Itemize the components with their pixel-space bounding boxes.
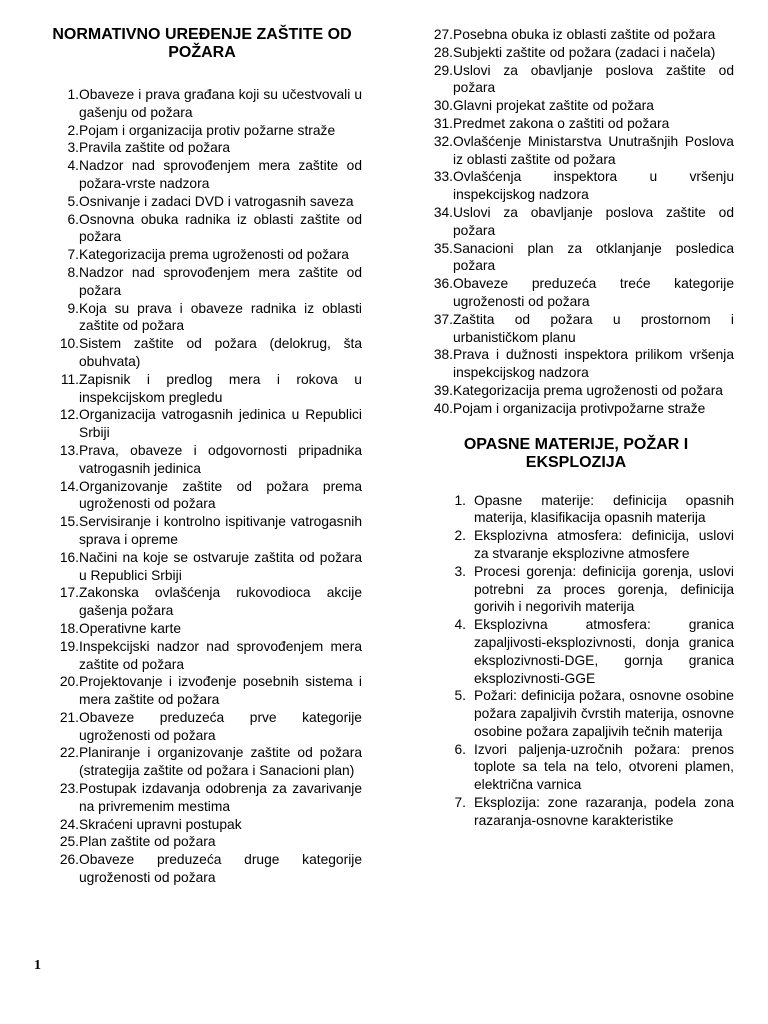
list-item	[418, 616, 734, 687]
list-item	[42, 335, 362, 371]
list-item-text: Opasne materije: definicija opasnih materija, klasifikacija opasnih materija	[474, 492, 734, 526]
list-item	[418, 492, 734, 528]
list-item-text: Eksplozija: zone razaranja, podela zona razaranja-osnovne karakteristike	[474, 795, 734, 828]
list-item-number: 29.	[433, 62, 453, 78]
list-item-number: 28.	[433, 44, 453, 60]
list-item-text: Pojam i organizacija protiv požarne straže	[79, 122, 336, 138]
list-item-text: Pojam i organizacija protivpožarne straže	[453, 400, 706, 416]
list-item	[42, 851, 362, 887]
list-item	[42, 709, 362, 745]
list-item-text: Procesi gorenja: definicija gorenja, uslovi potrebni za proces gorenja, definicija gorivih i negorivih materija	[474, 563, 734, 615]
list-item-number: 39.	[433, 382, 453, 398]
list-item-number: 4.	[454, 617, 466, 633]
list-item	[42, 638, 362, 674]
list-item	[42, 673, 362, 709]
list-item-text: Projektovanje i izvođenje posebnih sistema i mera zaštite od požara	[79, 674, 362, 708]
list-item-text: Uslovi za obavljanje poslova zaštite od požara	[453, 62, 734, 96]
list-item-text: Prava i dužnosti inspektora prilikom vršenja inspekcijskog nadzora	[453, 347, 734, 381]
list-item	[42, 780, 362, 816]
list-item-number: 37.	[433, 311, 453, 327]
list-item	[418, 240, 734, 276]
list-item-number: 25.	[59, 834, 79, 850]
list-item-number: 38.	[433, 347, 453, 363]
list-item-number: 26.	[59, 852, 79, 868]
list-item-text: Obaveze preduzeća treće kategorije ugroženosti od požara	[453, 276, 734, 309]
list-item-text: Osnivanje i zadaci DVD i vatrogasnih saveza	[79, 193, 354, 209]
list-item-number: 6.	[454, 741, 466, 757]
list-item	[42, 513, 362, 549]
list-item-text: Organizacija vatrogasnih jedinica u Republici Srbiji	[79, 407, 362, 441]
list-item-text: Sanacioni plan za otklanjanje posledica požara	[453, 240, 734, 274]
list-item-number: 14.	[59, 478, 79, 494]
list-item	[418, 204, 734, 240]
list-item	[42, 211, 362, 247]
list-item-text: Izvori paljenja-uzročnih požara: prenos toplote sa tela na telo, otvoreni plamen, električna varnica	[474, 741, 734, 793]
list-item-number: 40.	[433, 400, 453, 416]
list-item-text: Postupak izdavanja odobrenja za zavarivanje na privremenim mestima	[79, 781, 362, 814]
section-title-normativno: NORMATIVNO UREĐENJE ZAŠTITE OD POŽARA	[52, 26, 352, 61]
list-item	[418, 794, 734, 830]
list-item-text: Zaštita od požara u prostornom i urbanističkom planu	[453, 311, 734, 345]
list-item-number: 5.	[454, 688, 466, 704]
list-item-number: 20.	[59, 674, 79, 690]
list-item	[418, 26, 734, 44]
section-title-opasne-materije: OPASNE MATERIJE, POŽAR I EKSPLOZIJA	[463, 435, 689, 471]
list-item	[418, 168, 734, 204]
list-item-text: Osnovna obuka radnika iz oblasti zaštite od požara	[79, 211, 362, 245]
list-item	[42, 300, 362, 336]
list-item	[42, 122, 362, 140]
list-item	[42, 833, 362, 851]
question-list-normativno	[42, 86, 362, 887]
list-item-text: Predmet zakona o zaštiti od požara	[453, 115, 670, 131]
list-item	[42, 139, 362, 157]
list-item	[418, 687, 734, 740]
list-item	[418, 382, 734, 400]
list-item	[42, 371, 362, 407]
list-item-number: 12.	[59, 407, 79, 423]
list-item	[418, 133, 734, 169]
list-item-text: Ovlašćenje Ministarstva Unutrašnjih Poslova iz oblasti zaštite od požara	[453, 133, 734, 167]
list-item-text: Kategorizacija prema ugroženosti od požara	[453, 382, 723, 398]
list-item-number: 2.	[454, 528, 466, 544]
list-item	[42, 816, 362, 834]
list-item-number: 23.	[59, 781, 79, 797]
list-item	[418, 741, 734, 794]
list-item-number: 32.	[433, 133, 453, 149]
list-item-text: Posebna obuka iz oblasti zaštite od požara	[453, 27, 716, 42]
list-item-text: Plan zaštite od požara	[79, 834, 216, 850]
list-item-number: 3.	[67, 140, 79, 156]
list-item-text: Obaveze preduzeća prve kategorije ugroženosti od požara	[79, 709, 362, 743]
list-item	[418, 563, 734, 616]
list-item-number: 3.	[454, 563, 466, 579]
list-item	[42, 193, 362, 211]
list-item	[42, 86, 362, 122]
list-item-number: 15.	[59, 514, 79, 530]
question-list-opasne-materije	[418, 492, 734, 830]
list-item-text: Organizovanje zaštite od požara prema ugroženosti od požara	[79, 478, 362, 512]
list-item-text: Sistem zaštite od požara (delokrug, šta obuhvata)	[79, 336, 362, 369]
list-item-number: 35.	[433, 240, 453, 256]
list-item-text: Operativne karte	[79, 620, 181, 636]
list-item-text: Ovlašćenja inspektora u vršenju inspekcijskog nadzora	[453, 169, 734, 203]
list-item-number: 22.	[59, 745, 79, 761]
list-item-text: Eksplozivna atmosfera: granica zapaljivosti-eksplozivnosti, donja granica eksplozivnosti-DGE, gornja granica eksplozivnosti-GGE	[474, 617, 734, 686]
list-item	[418, 346, 734, 382]
list-item-number: 21.	[59, 709, 79, 725]
list-item-number: 6.	[67, 211, 79, 227]
list-item-number: 9.	[67, 300, 79, 316]
question-list-normativno-continued	[418, 26, 734, 418]
list-item-text: Planiranje i organizovanje zaštite od požara (strategija zaštite od požara i Sanacioni plan)	[79, 745, 362, 779]
list-item-number: 1.	[67, 87, 79, 102]
list-item-number: 17.	[59, 585, 79, 601]
list-item	[42, 264, 362, 300]
list-item-number: 13.	[59, 442, 79, 458]
list-item	[42, 442, 362, 478]
list-item-text: Glavni projekat zaštite od požara	[453, 98, 654, 114]
list-item-number: 30.	[433, 98, 453, 114]
list-item	[42, 744, 362, 780]
list-item	[418, 275, 734, 311]
list-item-number: 27.	[433, 27, 453, 42]
list-item-text: Inspekcijski nadzor nad sprovođenjem mera zaštite od požara	[79, 638, 362, 672]
list-item-number: 36.	[433, 276, 453, 292]
list-item-text: Nadzor nad sprovođenjem mera zaštite od požara	[79, 264, 362, 298]
list-item-number: 7.	[454, 795, 466, 811]
list-item-number: 7.	[67, 247, 79, 263]
list-item-text: Kategorizacija prema ugroženosti od požara	[79, 247, 349, 263]
list-item-number: 8.	[67, 264, 79, 280]
list-item-text: Subjekti zaštite od požara (zadaci i načela)	[453, 44, 716, 60]
right-column	[418, 26, 734, 830]
list-item-text: Nadzor nad sprovođenjem mera zaštite od požara-vrste nadzora	[79, 158, 362, 191]
list-item-text: Eksplozivna atmosfera: definicija, uslovi za stvaranje eksplozivne atmosfere	[474, 528, 734, 561]
list-item	[418, 97, 734, 115]
list-item	[418, 527, 734, 563]
list-item	[42, 620, 362, 638]
list-item-text: Pravila zaštite od požara	[79, 140, 231, 156]
list-item-number: 24.	[59, 816, 79, 832]
list-item	[418, 400, 734, 418]
list-item	[418, 62, 734, 98]
list-item-text: Prava, obaveze i odgovornosti pripadnika vatrogasnih jedinica	[79, 442, 362, 476]
list-item	[418, 311, 734, 347]
list-item	[418, 44, 734, 62]
list-item-text: Servisiranje i kontrolno ispitivanje vatrogasnih sprava i opreme	[79, 514, 362, 547]
list-item	[42, 584, 362, 620]
list-item-number: 5.	[67, 193, 79, 209]
list-item-number: 11.	[60, 371, 79, 387]
list-item-number: 10.	[59, 336, 79, 352]
list-item-number: 33.	[433, 169, 453, 185]
list-item	[42, 478, 362, 514]
list-item	[418, 115, 734, 133]
list-item-text: Obaveze i prava građana koji su učestvovali u gašenju od požara	[79, 87, 362, 120]
list-item-number: 31.	[433, 115, 453, 131]
list-item-number: 2.	[67, 122, 79, 138]
list-item-number: 19.	[59, 638, 79, 654]
list-item-text: Načini na koje se ostvaruje zaštita od požara u Republici Srbiji	[79, 549, 362, 583]
list-item-number: 1.	[454, 492, 466, 508]
list-item	[42, 549, 362, 585]
list-item-text: Zapisnik i predlog mera i rokova u inspekcijskom pregledu	[79, 371, 362, 405]
list-item-text: Zakonska ovlašćenja rukovodioca akcije gašenja požara	[79, 585, 362, 619]
list-item-text: Obaveze preduzeća druge kategorije ugroženosti od požara	[79, 852, 362, 886]
list-item-number: 18.	[59, 620, 79, 636]
list-item-number: 16.	[59, 549, 79, 565]
list-item-number: 34.	[433, 204, 453, 220]
list-item-text: Požari: definicija požara, osnovne osobine požara zapaljivih čvrstih materija, osnovne osobine požara zapaljivih tečnih materija	[474, 688, 734, 739]
list-item-text: Uslovi za obavljanje poslova zaštite od požara	[453, 204, 734, 238]
list-item-text: Skraćeni upravni postupak	[79, 816, 242, 832]
list-item	[42, 157, 362, 193]
list-item-number: 4.	[67, 158, 79, 174]
left-column	[42, 26, 362, 887]
list-item	[42, 406, 362, 442]
page-number: 1	[34, 958, 41, 973]
list-item	[42, 246, 362, 264]
list-item-text: Koja su prava i obaveze radnika iz oblasti zaštite od požara	[79, 300, 362, 334]
